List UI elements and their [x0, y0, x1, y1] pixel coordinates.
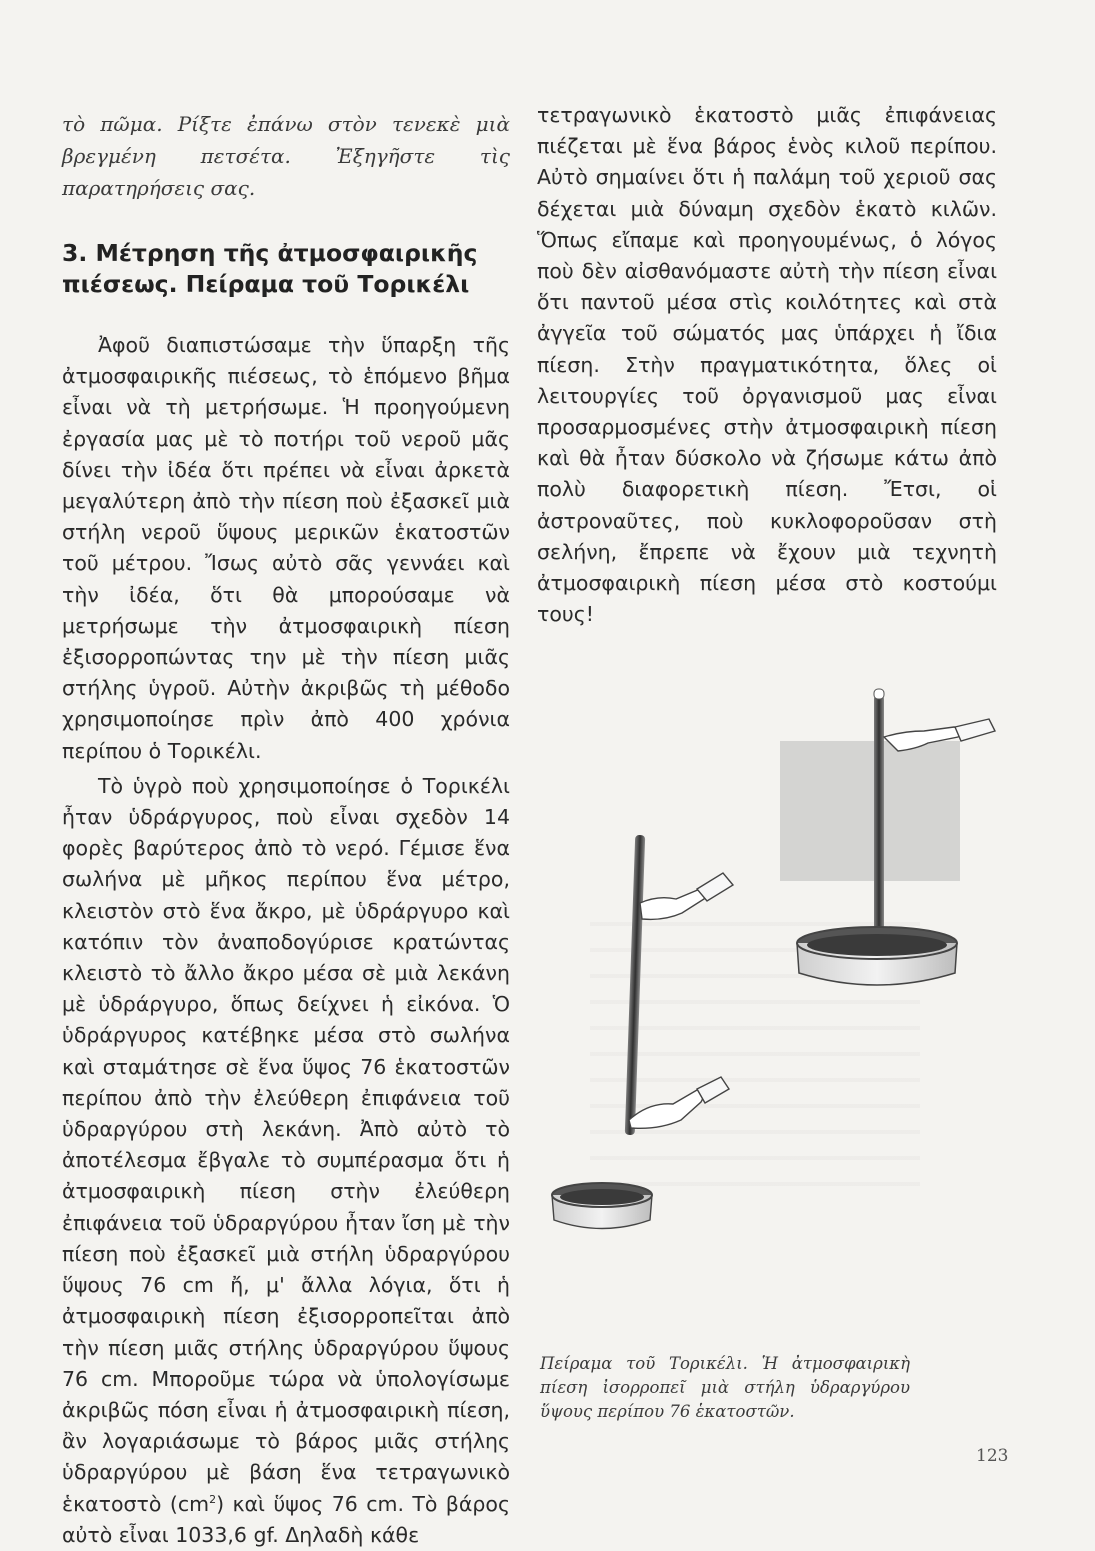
paragraph-2 [62, 771, 510, 1551]
tube-left [625, 835, 645, 1135]
section-heading: 3. Μέτρηση τῆς ἀτμοσφαιρικῆς πιέσεως. Πείραμα τοῦ Τορικέλι [62, 239, 478, 298]
mercury-column [874, 695, 884, 965]
torricelli-figure [537, 675, 1007, 1335]
hand-left-bottom [629, 1090, 703, 1128]
page-number: 123 [976, 1446, 1009, 1466]
paragraph-2-end: ) καὶ ὕψος 76 cm. Τὸ βάρος αὐτὸ εἶναι 1033,6 gf. Δηλαδὴ κάθε [62, 1491, 510, 1547]
intro-italic: τὸ πῶμα. Ρίξτε ἐπάνω στὸν τενεκὲ μιὰ βρεγμένη πετσέτα. Ἐξηγῆστε τὶς παρατηρήσεις σας. [62, 112, 510, 200]
unit-cm2-prefix: (cm [169, 1491, 210, 1516]
right-column [537, 100, 997, 630]
figure-caption: Πείραμα τοῦ Τορικέλι. Ἡ ἀτμοσφαιρικὴ πίεση ἰσορροπεῖ μιὰ στήλη ὑδραργύρου ὕψους περίπου 76 ἑκατοστῶν. [540, 1354, 910, 1421]
torricelli-illustration [537, 675, 1007, 1335]
paragraph-3: τετραγωνικὸ ἑκατοστὸ μιᾶς ἐπιφάνειας πιέζεται μὲ ἕνα βάρος ἑνὸς κιλοῦ περίπου. Αὐτὸ σημαίνει ὅτι ἡ παλάμη τοῦ χεριοῦ σας δέχεται μιὰ δύναμη σχεδὸν ἑκατὸ κιλῶν. Ὅπως εἴπαμε καὶ προηγουμένως, ὁ λόγος ποὺ δὲν αἰσθανόμαστε αὐτὴ τὴν πίεση εἶναι ὅτι παντοῦ μέσα στὶς κοιλότητες καὶ στὰ ἀγγεῖα τοῦ σώματός μας ὑπάρχει ἡ ἴδια πίεση. Στὴν πραγματικότητα, ὅλες οἱ λειτουργίες τοῦ ὀργανισμοῦ μας εἶναι προσαρμοσμένες στὴν ἀτμοσφαιρικὴ πίεση καὶ θὰ ἦταν δύσκολο νὰ ζήσωμε κάτω ἀπὸ πολὺ διαφορετικὴ πίεση. Ἔτσι, οἱ ἀστροναῦτες, ποὺ κυκλοφοροῦσαν στὴ σελήνη, ἔπρεπε νὰ ἔχουν μιὰ τεχνητὴ ἀτμοσφαιρικὴ πίεση μέσα στὸ κοστούμι τους! [537, 103, 997, 627]
photo-panel [780, 741, 960, 881]
paragraph-2-body: Τὸ ὑγρὸ ποὺ χρησιμοποίησε ὁ Τορικέλι ἦταν ὑδράργυρος, ποὺ εἶναι σχεδὸν 14 φορὲς βαρύτερος ἀπὸ τὸ νερό. Γέμισε ἕνα σωλήνα μὲ μῆκος περίπου ἕνα μέτρο, κλειστὸν στὸ ἕνα ἄκρο, μὲ ὑδράργυρο καὶ κατόπιν τὸν ἀναποδογύρισε κρατώντας κλειστὸ τὸ ἄλλο ἄκρο μέσα σὲ μιὰ λεκάνη μὲ ὑδράργυρο, ὅπως δείχνει ἡ εἰκόνα. Ὁ ὑδράργυρος κατέβηκε μέσα στὸ σωλήνα καὶ σταμάτησε σὲ ἕνα ὕψος 76 ἑκατοστῶν περίπου ἀπὸ τὴν ἐλεύθερη ἐπιφάνεια τοῦ ὑδραργύρου στὴ λεκάνη. Ἀπὸ αὐτὸ τὸ ἀποτέλεσμα ἔβγαλε τὸ συμπέρασμα ὅτι ἡ ἀτμοσφαιρικὴ πίεση στὴν ἐλεύθερη ἐπιφάνεια τοῦ ὑδραργύρου ἦταν ἴση μὲ τὴν πίεση ποὺ ἐξασκεῖ μιὰ στήλη ὑδραργύρου ὕψους 76 cm ἤ, μ' ἄλλα λόγια, ὅτι ἡ ἀτμοσφαιρικὴ πίεση ἐξισορροπεῖται ἀπὸ τὴν πίεση μιᾶς στήλης ὑδραργύρου ὕψους 76 cm. Μποροῦμε τώρα νὰ ὑπολογίσωμε ἀκριβῶς πόση εἶναι ἡ ἀτμοσφαιρικὴ πίεση, ἂν λογαριάσωμε τὸ βάρος μιᾶς στήλης ὑδραργύρου μὲ βάση ἕνα τετραγωνικὸ ἑκατοστὸ [62, 773, 510, 1516]
left-column [62, 108, 510, 1551]
hand-left-top [640, 889, 706, 919]
left-apparatus [552, 835, 733, 1229]
unit-cm2-superscript: 2 [209, 1492, 217, 1506]
paragraph-1: Ἀφοῦ διαπιστώσαμε τὴν ὕπαρξη τῆς ἀτμοσφαιρικῆς πιέσεως, τὸ ἑπόμενο βῆμα εἶναι νὰ τὴ μετρήσωμε. Ἡ προηγούμενη ἐργασία μας μὲ τὸ ποτήρι τοῦ νεροῦ μᾶς δίνει τὴν ἰδέα ὅτι πρέπει νὰ εἶναι ἀρκετὰ μεγαλύτερη ἀπὸ τὴν πίεση ποὺ ἐξασκεῖ μιὰ στήλη νεροῦ ὕψους μερικῶν ἑκατοστῶν τοῦ μέτρου. Ἴσως αὐτὸ σᾶς γεννάει καὶ τὴν ἰδέα, ὅτι θὰ μπορούσαμε νὰ μετρήσωμε τὴν ἀτμοσφαιρικὴ πίεση ἐξισορροπώντας την μὲ τὴν πίεση μιᾶς στήλης ὑγροῦ. Αὐτὴν ἀκριβῶς τὴ μέθοδο χρησιμοποίησε πρὶν ἀπὸ 400 χρόνια περίπου ὁ Τορικέλι. [62, 333, 510, 763]
